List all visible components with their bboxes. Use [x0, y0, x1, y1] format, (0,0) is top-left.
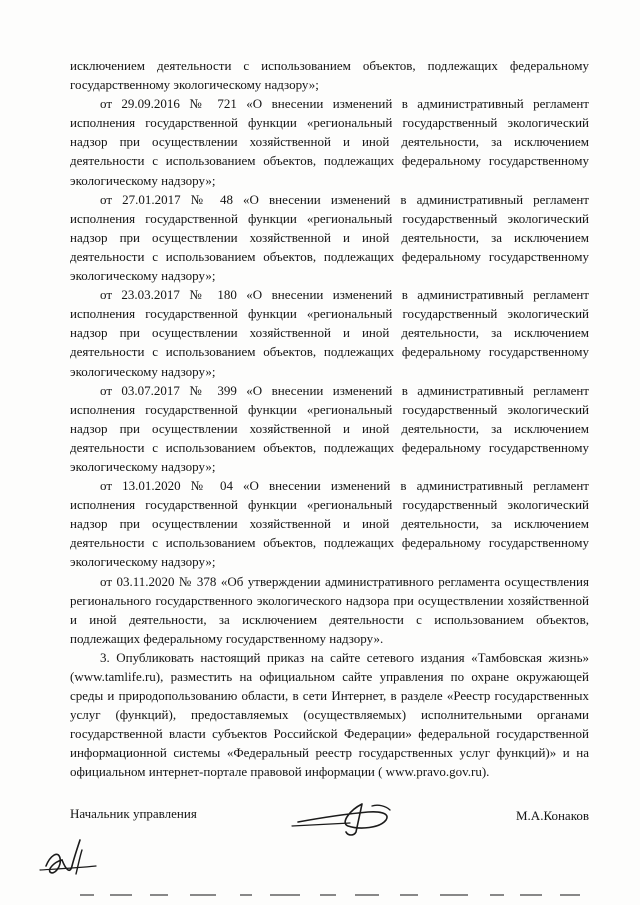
signer-name: М.А.Конаков	[516, 808, 589, 823]
scan-edge-artifact	[80, 893, 600, 897]
position-title: Начальник управления	[70, 806, 197, 821]
paragraph-order-378: от 03.11.2020 № 378 «Об утверждении административного регламента осуществления регионального государственного экологического надзора при осуществлении хозяйственной и иной деятельности, за исключением деятельности с использованием объектов, подлежащих федеральному государственному надзору».	[70, 573, 589, 646]
paragraph-order-04: от 13.01.2020 № 04 «О внесении изменений в административный регламент исполнения государственной функции «региональный государственный экологический надзор при осуществлении хозяйственной и иной деятельности, за исключением деятельности с использованием объектов, подлежащих федеральному государственному экологическому надзору»;	[70, 478, 589, 570]
document-body	[70, 56, 589, 782]
paragraph-publish-clause: 3. Опубликовать настоящий приказ на сайте сетевого издания «Тамбовская жизнь» (www.tamlife.ru), разместить на официальном сайте управления по охране окружающей среды и природопользованию области, в сети Интернет, в разделе «Реестр государственных услуг (функций), предоставляемых (осуществляемых) исполнительными органами государственной власти субъектов Российской Федерации» федеральной государственной информационной системы «Федеральный реестр государственных услуг функций)» и на официальном интернет-портале правовой информации ( www.pravo.gov.ru).	[70, 649, 589, 780]
paragraph-order-399: от 03.07.2017 № 399 «О внесении изменений в административный регламент исполнения государственной функции «региональный государственный экологический надзор при осуществлении хозяйственной и иной деятельности, за исключением деятельности с использованием объектов, подлежащих федеральному государственному экологическому надзору»;	[70, 382, 589, 474]
signature-block	[70, 806, 589, 846]
paragraph-order-721: от 29.09.2016 № 721 «О внесении изменений в административный регламент исполнения государственной функции «региональный государственный экологический надзор при осуществлении хозяйственной и иной деятельности, за исключением деятельности с использованием объектов, подлежащих федеральному государственному экологическому надзору»;	[70, 96, 589, 188]
handwritten-initials	[36, 836, 106, 884]
handwritten-signature	[290, 792, 400, 842]
paragraph-order-48: от 27.01.2017 № 48 «О внесении изменений в административный регламент исполнения государственной функции «региональный государственный экологический надзор при осуществлении хозяйственной и иной деятельности, за исключением деятельности с использованием объектов, подлежащих федеральному государственному экологическому надзору»;	[70, 191, 589, 284]
paragraph-continuation: исключением деятельности с использованием объектов, подлежащих федеральному государственному экологическому надзору»;	[70, 58, 589, 93]
paragraph-order-180: от 23.03.2017 № 180 «О внесении изменений в административный регламент исполнения государственной функции «региональный государственный экологический надзор при осуществлении хозяйственной и иной деятельности, за исключением деятельности с использованием объектов, подлежащих федеральному государственному экологическому надзору»;	[70, 287, 589, 379]
